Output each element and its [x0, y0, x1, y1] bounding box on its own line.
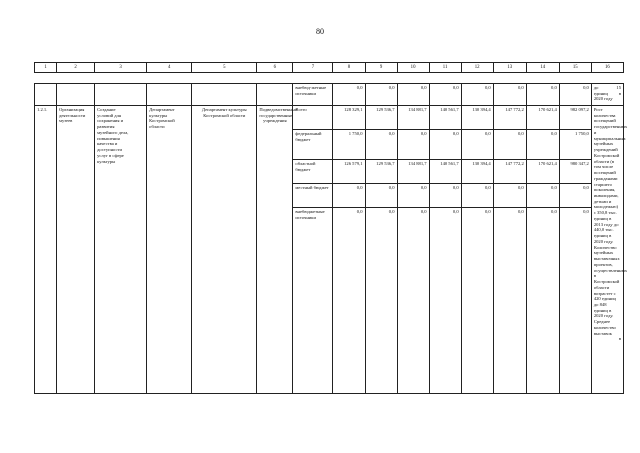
- value-cell: 128 329,1: [333, 106, 365, 130]
- value-cell: 129 536,7: [365, 106, 397, 130]
- value-cell: 0,0: [461, 84, 493, 106]
- column-header: 8: [333, 63, 365, 73]
- value-cell: 130 394,4: [461, 160, 493, 184]
- column-header: 15: [559, 63, 591, 73]
- value-cell: 0,0: [559, 84, 591, 106]
- entry-responsible: Департамент культуры Костромской области: [147, 106, 192, 394]
- funding-source: федеральный бюджет: [293, 130, 333, 160]
- entry-executor: Департамент культуры Костромской области: [192, 106, 257, 394]
- column-header: 6: [257, 63, 293, 73]
- value-cell: 134 881,7: [397, 160, 429, 184]
- column-number-row: [35, 63, 624, 73]
- value-cell: 0,0: [559, 184, 591, 208]
- column-header: 2: [57, 63, 95, 73]
- value-cell: 0,0: [526, 208, 559, 394]
- value-cell: 0,0: [526, 184, 559, 208]
- column-header: 7: [293, 63, 333, 73]
- program-table: [34, 62, 628, 394]
- value-cell: 170 621,4: [526, 106, 559, 130]
- value-cell: 0,0: [429, 208, 461, 394]
- value-cell: 0,0: [365, 184, 397, 208]
- column-header: 3: [95, 63, 147, 73]
- value-cell: 140 561,7: [429, 160, 461, 184]
- funding-source: Всего: [293, 106, 333, 130]
- entry-name: Организация деятельности музеев: [57, 106, 95, 394]
- entry-participant: Подведомственные государственные учреждения: [257, 106, 293, 394]
- value-cell: 0,0: [333, 208, 365, 394]
- expected-result-cell: до 15 единиц в 2020 году: [591, 84, 623, 106]
- value-cell: 147 772,2: [493, 160, 526, 184]
- value-cell: 170 621,4: [526, 160, 559, 184]
- value-cell: 0,0: [397, 84, 429, 106]
- value-cell: 0,0: [461, 184, 493, 208]
- header-gap: [35, 73, 624, 84]
- column-header: 10: [397, 63, 429, 73]
- value-cell: 980 347,2: [559, 160, 591, 184]
- column-header: 11: [429, 63, 461, 73]
- table-row: [35, 84, 624, 106]
- value-cell: 140 561,7: [429, 106, 461, 130]
- funding-source: местный бюджет: [293, 184, 333, 208]
- funding-source: областной бюджет: [293, 160, 333, 184]
- table-row: [35, 106, 624, 130]
- column-header: 4: [147, 63, 192, 73]
- value-cell: 0,0: [429, 184, 461, 208]
- value-cell: 147 772,2: [493, 106, 526, 130]
- value-cell: 0,0: [493, 184, 526, 208]
- value-cell: 0,0: [526, 130, 559, 160]
- entry-goal: Создание условий для сохранения и развития музейного дела, повышения качества и доступности услуг в сфере культуры: [95, 106, 147, 394]
- value-cell: 130 394,4: [461, 106, 493, 130]
- value-cell: 1 750,0: [559, 130, 591, 160]
- column-header: 12: [461, 63, 493, 73]
- value-cell: 126 579,1: [333, 160, 365, 184]
- value-cell: 0,0: [333, 84, 365, 106]
- column-header: 13: [493, 63, 526, 73]
- value-cell: 0,0: [526, 84, 559, 106]
- value-cell: 982 097,2: [559, 106, 591, 130]
- value-cell: 0,0: [333, 184, 365, 208]
- funding-source: внебюд-жетные источники: [293, 84, 333, 106]
- value-cell: 0,0: [365, 130, 397, 160]
- column-header: 14: [526, 63, 559, 73]
- value-cell: 129 536,7: [365, 160, 397, 184]
- value-cell: 1 750,0: [333, 130, 365, 160]
- column-header: 1: [35, 63, 57, 73]
- column-header: 16: [591, 63, 623, 73]
- value-cell: 0,0: [493, 84, 526, 106]
- value-cell: 0,0: [397, 208, 429, 394]
- value-cell: 0,0: [461, 130, 493, 160]
- expected-result-cell: Рост количества посещений государственных и муниципальных музейных учреждений Костромской области (в том числе посещений гражданами старшего поколения, инвалидами, детьми и молодежью) с 350,8 тыс. единиц в 2013 году до 440,0 тыс. единиц в 2020 году. Количество музейных выставочных проектов, осуществленных в Костромской области возрастет с 420 единиц до 848 единиц в 2020 году. Среднее количество выставок в: [591, 106, 623, 394]
- value-cell: 0,0: [429, 130, 461, 160]
- column-header: 5: [192, 63, 257, 73]
- value-cell: 0,0: [365, 84, 397, 106]
- value-cell: 0,0: [397, 184, 429, 208]
- value-cell: 0,0: [559, 208, 591, 394]
- value-cell: 0,0: [493, 130, 526, 160]
- funding-source: внебюджетные источники: [293, 208, 333, 394]
- value-cell: 0,0: [397, 130, 429, 160]
- column-header: 9: [365, 63, 397, 73]
- value-cell: 134 881,7: [397, 106, 429, 130]
- page-number: 80: [316, 27, 324, 36]
- value-cell: 0,0: [429, 84, 461, 106]
- value-cell: 0,0: [461, 208, 493, 394]
- value-cell: 0,0: [493, 208, 526, 394]
- value-cell: 0,0: [365, 208, 397, 394]
- entry-number: 1.2.1.: [35, 106, 57, 394]
